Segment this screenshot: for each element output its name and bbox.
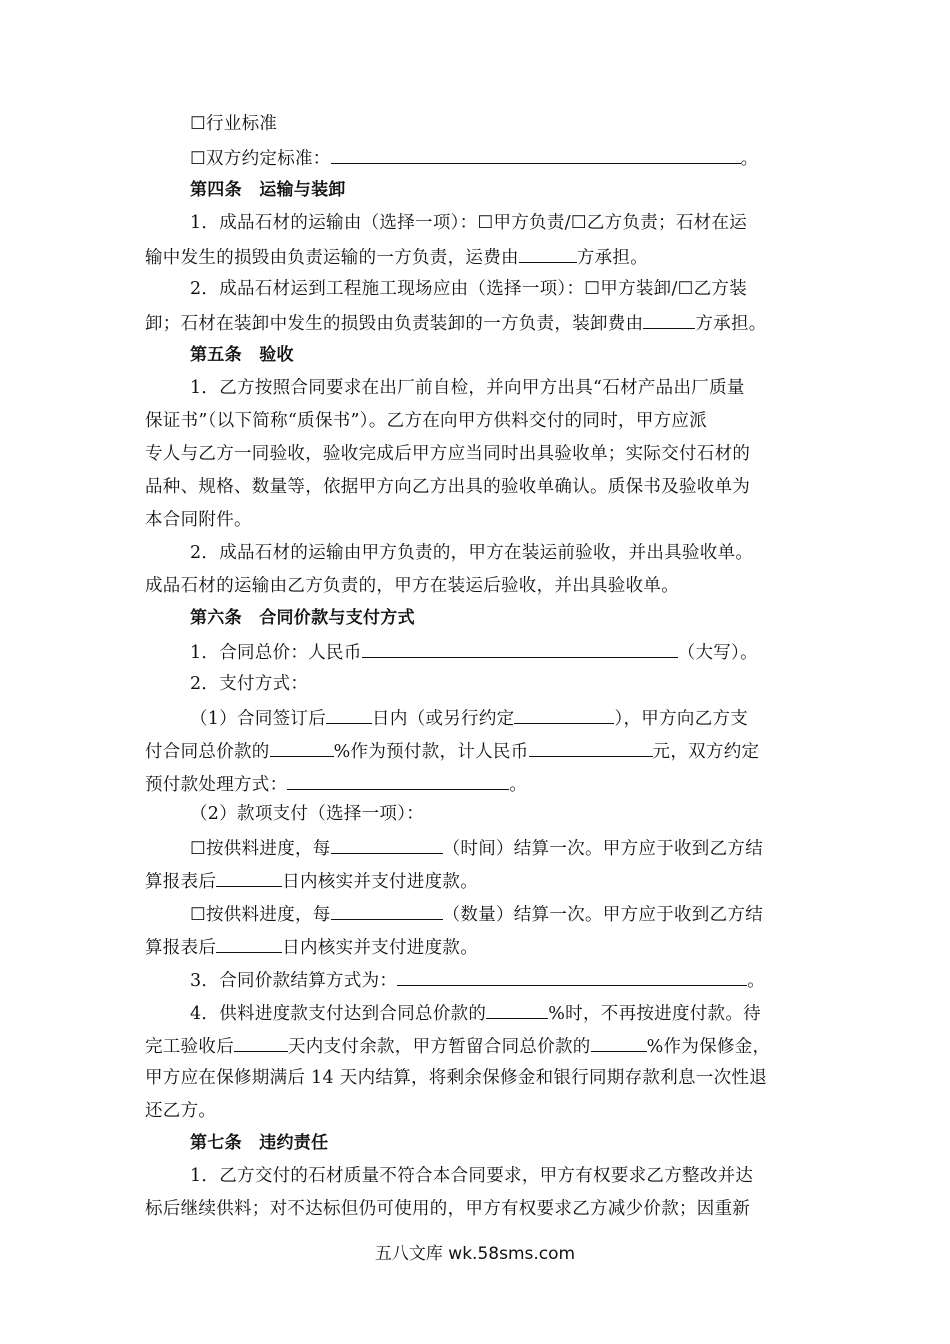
text-line: 3．合同价款结算方式为： 。 <box>190 967 765 993</box>
text-line: 付合同总价款的 %作为预付款，计人民币 元，双方约定 <box>145 738 759 764</box>
text-line: 预付款处理方式： 。 <box>145 771 527 797</box>
blank-field <box>519 244 577 263</box>
blank-field <box>331 145 741 164</box>
blank-field <box>362 639 678 658</box>
text-line: （1）合同签订后 日内（或另行约定 ），甲方向乙方支 <box>190 705 748 731</box>
text-line: ☐双方约定标准： 。 <box>190 145 758 171</box>
section-heading-4: 第四条 运输与装卸 <box>190 180 346 200</box>
text-line: 甲方应在保修期满后 14 天内结算，将剩余保修金和银行同期存款利息一次性退 <box>145 1068 767 1088</box>
blank-field <box>486 1000 548 1019</box>
blank-field <box>270 738 334 757</box>
text-line: 4．供料进度款支付达到合同总价款的 %时，不再按进度付款。待 <box>190 1000 761 1026</box>
text-line: ☐按供料进度，每 （时间）结算一次。甲方应于收到乙方结 <box>190 835 763 861</box>
text-line: 1．乙方交付的石材质量不符合本合同要求，甲方有权要求乙方整改并达 <box>190 1166 754 1186</box>
text-line: 2．成品石材的运输由甲方负责的，甲方在装运前验收，并出具验收单。 <box>190 543 754 563</box>
text-line: 2．成品石材运到工程施工现场应由（选择一项）：☐甲方装卸/☐乙方装 <box>190 279 748 299</box>
text-line: 本合同附件。 <box>145 510 252 530</box>
text-line: 完工验收后 天内支付余款，甲方暂留合同总价款的 %作为保修金， <box>145 1033 770 1059</box>
text-line: 还乙方。 <box>145 1101 217 1121</box>
blank-field <box>529 738 653 757</box>
footer-watermark: 五八文库 wk.58sms.com <box>374 1244 576 1264</box>
text-line: 保证书”（以下简称“质保书”）。乙方在向甲方供料交付的同时，甲方应派 <box>145 411 708 431</box>
section-heading-5: 第五条 验收 <box>190 345 294 365</box>
blank-field <box>216 934 282 953</box>
blank-field <box>326 705 372 724</box>
blank-field <box>514 705 614 724</box>
text-line: 算报表后 日内核实并支付进度款。 <box>145 868 478 894</box>
text-line: 标后继续供料；对不达标但仍可使用的，甲方有权要求乙方减少价款；因重新 <box>145 1199 751 1219</box>
text-line: 输中发生的损毁由负责运输的一方负责，运费由 方承担。 <box>145 244 648 270</box>
text-line: 1．成品石材的运输由（选择一项）：☐甲方负责/☐乙方负责；石材在运 <box>190 213 748 233</box>
blank-field <box>643 310 695 329</box>
text-line: 专人与乙方一同验收，验收完成后甲方应当同时出具验收单；实际交付石材的 <box>145 444 751 464</box>
section-heading-6: 第六条 合同价款与支付方式 <box>190 608 415 628</box>
text-line: 2．支付方式： <box>190 674 309 694</box>
blank-field <box>216 868 282 887</box>
text-line: 卸；石材在装卸中发生的损毁由负责装卸的一方负责，装卸费由 方承担。 <box>145 310 767 336</box>
text-line: 1．合同总价：人民币 （大写）。 <box>190 639 758 665</box>
text-line: 1．乙方按照合同要求在出厂前自检，并向甲方出具“石材产品出厂质量 <box>190 378 745 398</box>
text-line: 成品石材的运输由乙方负责的，甲方在装运后验收，并出具验收单。 <box>145 576 679 596</box>
blank-field <box>331 901 443 920</box>
text-line: 品种、规格、数量等，依据甲方向乙方出具的验收单确认。质保书及验收单为 <box>145 477 751 497</box>
blank-field <box>234 1033 288 1052</box>
section-heading-7: 第七条 违约责任 <box>190 1133 329 1153</box>
text-line: ☐行业标准 <box>190 114 278 134</box>
blank-field <box>591 1033 647 1052</box>
blank-field <box>287 771 509 790</box>
text-line: ☐按供料进度，每 （数量）结算一次。甲方应于收到乙方结 <box>190 901 763 927</box>
text-line: （2）款项支付（选择一项）： <box>190 804 425 824</box>
text-line: 算报表后 日内核实并支付进度款。 <box>145 934 478 960</box>
blank-field <box>331 835 443 854</box>
blank-field <box>397 967 747 986</box>
